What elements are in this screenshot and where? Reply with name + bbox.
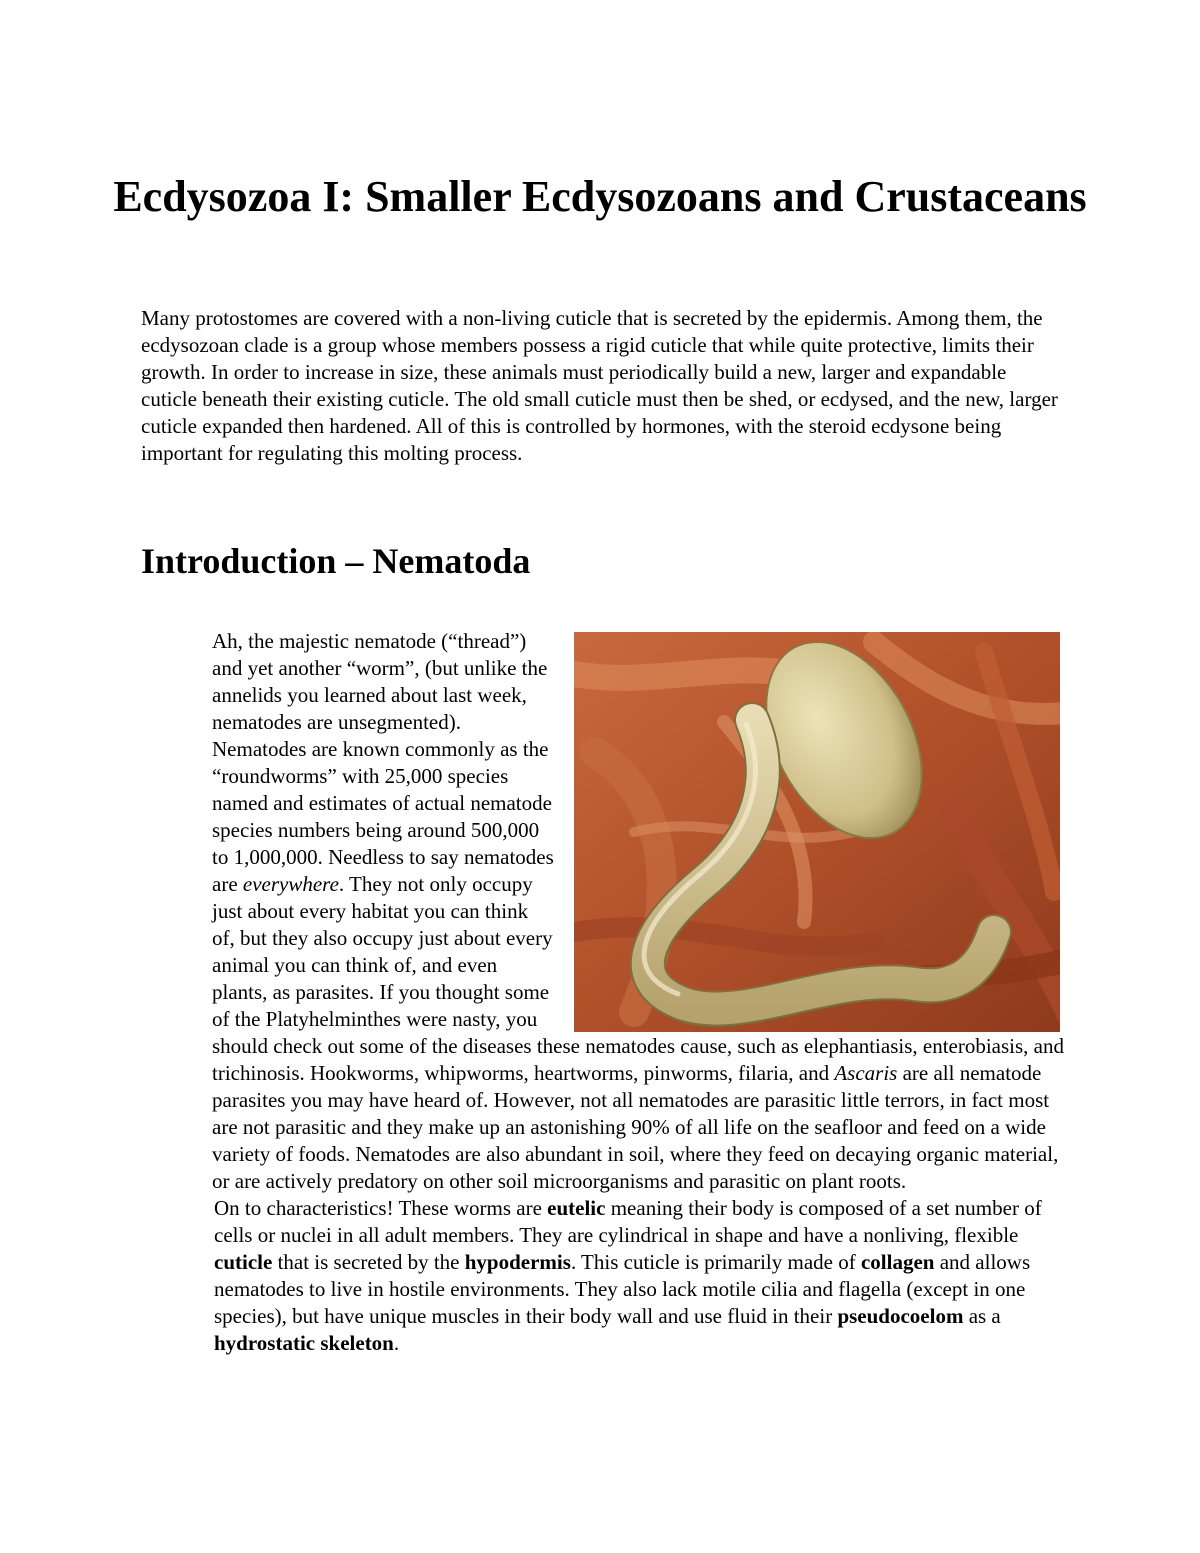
term-eutelic: eutelic (547, 1196, 606, 1220)
text-run: . (393, 1331, 400, 1355)
term-collagen: collagen (860, 1250, 935, 1274)
text-run: Ah, the majestic nematode (“thread”) and yet another “worm”, (but unlike the annelids you learned about last week, nematodes are unsegmented). Nematodes are known commonly as the “roundworms” with 25,000 species named and estimates of actual nematode species numbers being around 500,000 to 1,000,000. Needless to say nematodes are (212, 629, 554, 896)
text-run: On to characteristics! These worms are (214, 1196, 548, 1220)
term-hypodermis: hypodermis (464, 1250, 571, 1274)
document-title: Ecdysozoa I: Smaller Ecdysozoans and Crustaceans (113, 172, 1087, 221)
section-heading-nematoda: Introduction – Nematoda (141, 541, 531, 581)
text-run: and allows nematodes to live in hostile environments. They also lack motile cilia and flagella (except in one species), but have unique muscles in their body wall and use fluid in their (214, 1250, 1031, 1328)
text-run: . This cuticle is primarily made of (570, 1250, 861, 1274)
text-run: as a (963, 1304, 1001, 1328)
nematoda-section-body (141, 628, 1066, 1357)
nematode-photo (574, 632, 1060, 1032)
text-run: that is secreted by the (272, 1250, 465, 1274)
nematoda-paragraph-2 (141, 1195, 1066, 1357)
term-cuticle: cuticle (214, 1250, 273, 1274)
text-run: meaning their body is composed of a set number of cells or nuclei in all adult members. They are cylindrical in shape and have a nonliving, flexible (214, 1196, 1042, 1247)
intro-paragraph: Many protostomes are covered with a non-living cuticle that is secreted by the epidermis. Among them, the ecdysozoan clade is a group whose members possess a rigid cuticle that while quite protective, limits their growth. In order to increase in size, these animals must periodically build a new, larger and expandable cuticle beneath their existing cuticle. The old small cuticle must then be shed, or ecdysed, and the new, larger cuticle expanded then hardened. All of this is controlled by hormones, with the steroid ecdysone being important for regulating this molting process. (141, 306, 1058, 465)
term-pseudocoelom: pseudocoelom (837, 1304, 964, 1328)
emphasis-everywhere: everywhere (242, 872, 339, 896)
text-run: . They not only occupy just about every habitat you can think of, but they also occupy just about every animal you can think of, and even plants, as parasites. If you thought some of the Platyhelminthes were nasty, you should check out some of the diseases these nematodes cause, such as elephantiasis, enterobiasis, and trichinosis. Hookworms, whipworms, heartworms, pinworms, filaria, and (212, 872, 1065, 1085)
emphasis-ascaris: Ascaris (834, 1061, 898, 1085)
text-run: are all nematode parasites you may have heard of. However, not all nematodes are parasitic little terrors, in fact most are not parasitic and they make up an astonishing 90% of all life on the seafloor and feed on a wide variety of foods. Nematodes are also abundant in soil, where they feed on decaying organic material, or are actively predatory on other soil microorganisms and parasitic on plant roots. (212, 1061, 1059, 1193)
term-hydrostatic-skeleton: hydrostatic skeleton (214, 1331, 394, 1355)
